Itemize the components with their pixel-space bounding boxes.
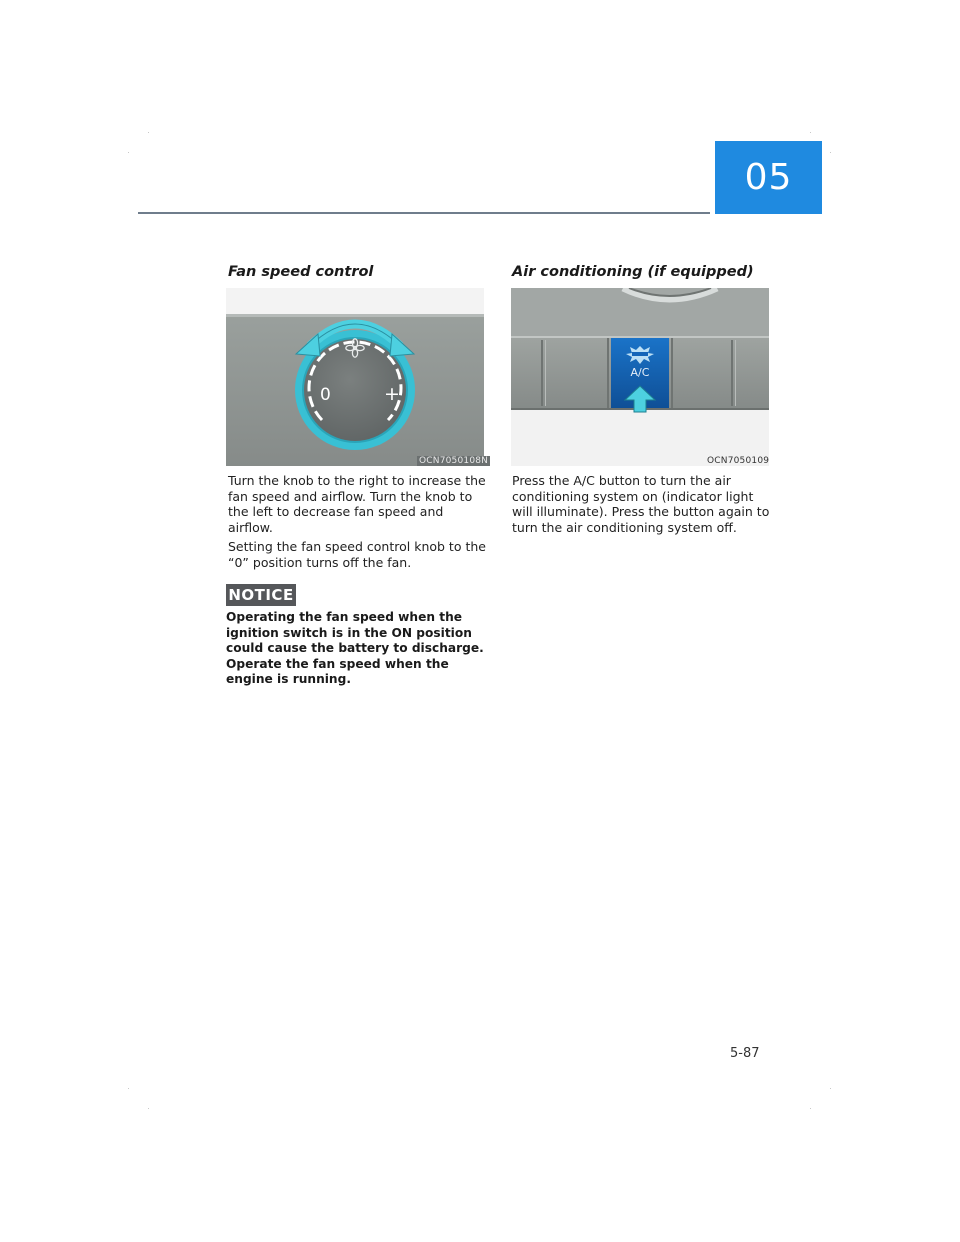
crop-mark — [830, 152, 831, 153]
crop-mark — [810, 1108, 811, 1109]
header-rule — [138, 212, 710, 214]
plus-label: + — [384, 383, 400, 405]
fan-speed-title: Fan speed control — [228, 264, 374, 280]
ac-figure — [511, 288, 769, 466]
fan-para-1: Turn the knob to the right to increase the fan speed and airflow. Turn the knob to the left to decrease fan speed and airflow. — [228, 473, 486, 535]
zero-label: 0 — [320, 385, 331, 405]
notice-badge: NOTICE — [226, 584, 296, 606]
ac-title: Air conditioning (if equipped) — [512, 264, 754, 280]
crop-mark — [148, 1108, 149, 1109]
crop-mark — [810, 132, 811, 133]
ac-figure-caption: OCN7050109 — [707, 456, 770, 466]
fan-knob-illustration — [226, 288, 484, 466]
ac-button-label: A/C — [630, 366, 650, 379]
fan-figure-caption: OCN7050108N — [419, 456, 489, 466]
notice-text: Operating the fan speed when the ignition switch is in the ON position could cause the battery to discharge. Operate the fan speed when the engine is running. — [226, 610, 484, 686]
crop-mark — [128, 152, 129, 153]
crop-mark — [128, 1088, 129, 1089]
chapter-tab: 05 — [715, 141, 822, 214]
ac-button-illustration — [511, 288, 769, 466]
ac-para-1: Press the A/C button to turn the air conditioning system on (indicator light will illuminate). Press the button again to turn the air conditioning system off. — [512, 473, 770, 535]
page-number: 5-87 — [730, 1046, 760, 1061]
fan-para-2: Setting the fan speed control knob to the “0” position turns off the fan. — [228, 539, 486, 570]
crop-mark — [830, 1088, 831, 1089]
fan-speed-figure — [226, 288, 484, 466]
crop-mark — [148, 132, 149, 133]
